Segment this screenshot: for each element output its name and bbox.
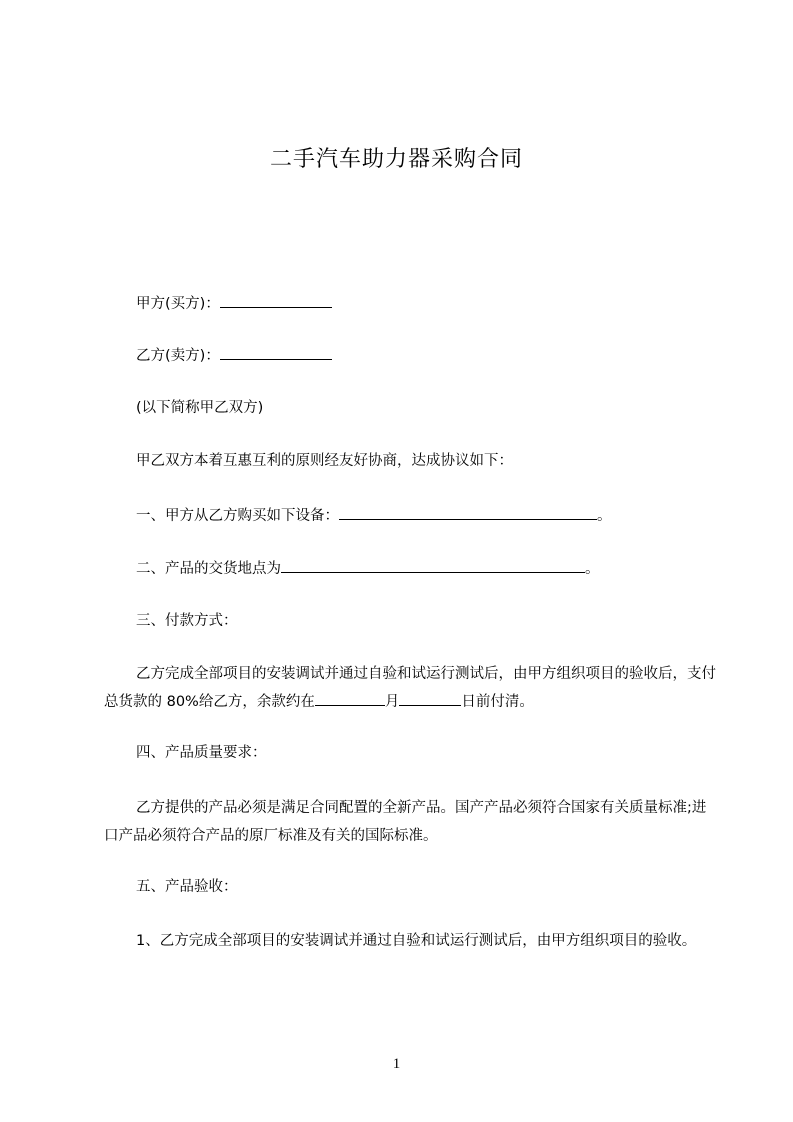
intro-text: 甲乙双方本着互惠互利的原则经友好协商，达成协议如下：	[136, 453, 513, 469]
clause-3-month: 月	[384, 694, 400, 710]
party-b-label: 乙方(卖方)：	[136, 348, 220, 364]
clause-1-end: 。	[597, 508, 612, 524]
day-blank	[399, 691, 461, 706]
clause-1-blank	[339, 505, 597, 520]
abbrev-note: (以下简称甲乙双方)	[136, 400, 264, 416]
clause-3-text-a: 乙方完成全部项目的安装调试并通过自验和试运行测试后，由甲方组织项目的验收后，支付总货款的 80%给乙方，余款约在	[104, 666, 716, 710]
clause-3-text	[104, 660, 716, 716]
clause-2-label: 二、产品的交货地点为	[136, 561, 281, 577]
page-number: 1	[392, 1056, 401, 1072]
clause-2	[136, 558, 600, 579]
clause-3-text-b: 日前付清。	[461, 694, 534, 710]
clause-5-item-1: 1、乙方完成全部项目的安装调试并通过自验和试运行测试后，由甲方组织项目的验收。	[136, 933, 697, 949]
party-b-blank	[220, 345, 332, 360]
clause-3-heading: 三、付款方式：	[136, 613, 238, 629]
clause-2-blank	[281, 558, 585, 573]
clause-4-heading: 四、产品质量要求：	[136, 745, 267, 761]
clause-1-label: 一、甲方从乙方购买如下设备：	[136, 508, 339, 524]
clause-4-text: 乙方提供的产品必须是满足合同配置的全新产品。国产产品必须符合国家有关质量标准;进口产品必须符合产品的原厂标准及有关的国际标准。	[104, 800, 707, 844]
party-a-blank	[220, 293, 332, 308]
party-a-line	[136, 293, 332, 314]
page-title: 二手汽车助力器采购合同	[269, 147, 523, 172]
clause-2-end: 。	[585, 561, 600, 577]
month-blank	[315, 691, 385, 706]
clause-1	[136, 505, 612, 526]
party-a-label: 甲方(买方)：	[136, 296, 220, 312]
party-b-line	[136, 345, 332, 366]
clause-5-heading: 五、产品验收：	[136, 879, 238, 895]
